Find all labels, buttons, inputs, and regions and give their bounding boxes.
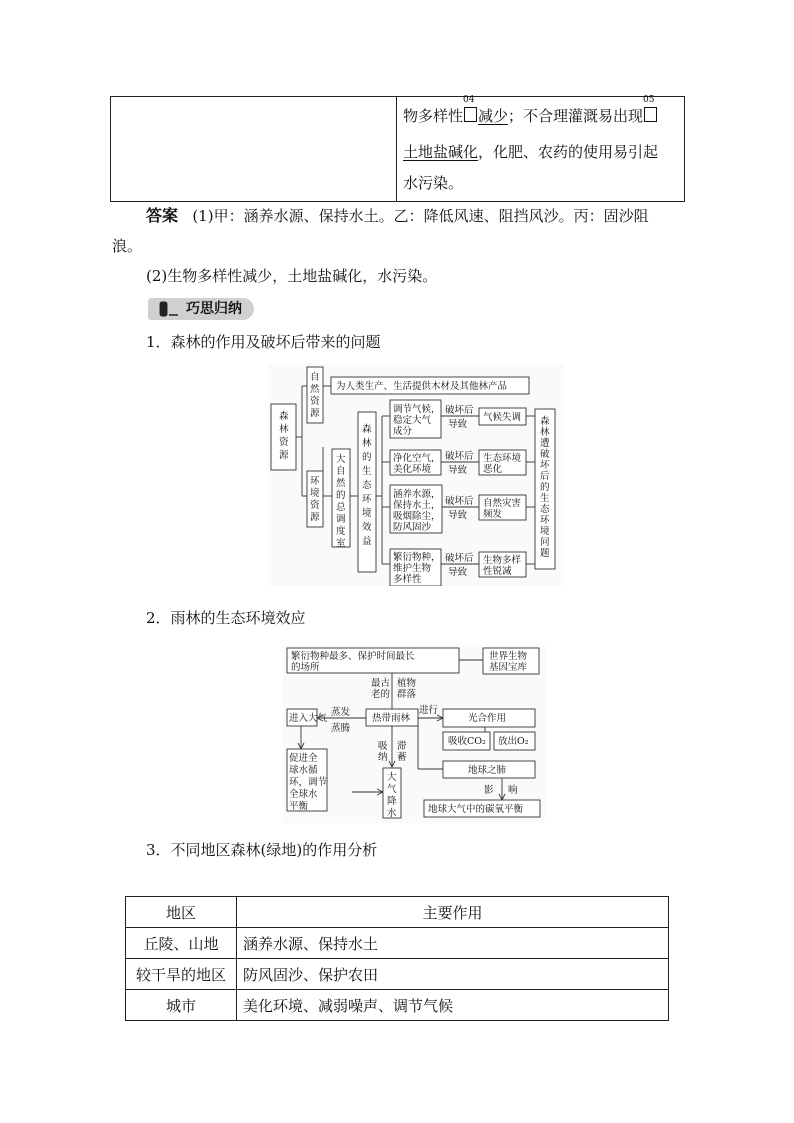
blank-box-5 xyxy=(643,95,657,122)
enter-atmosphere: 进入大气 xyxy=(289,713,328,724)
oldest-label: 老的 xyxy=(371,689,391,700)
earth-lung-box: 地球之肺 xyxy=(468,765,507,776)
answer-fill: 减少 xyxy=(478,107,509,125)
release-o2-box: 放出O₂ xyxy=(498,736,529,747)
badge-label: 巧思归纳 xyxy=(186,301,242,317)
destroy-label: 破坏后 xyxy=(445,405,474,416)
table-line-1 xyxy=(403,95,658,126)
header-region: 地区 xyxy=(126,897,237,928)
forest-function-diagram xyxy=(268,364,564,586)
leads-to-label: 导致 xyxy=(448,465,468,476)
absorb-co2-box: 吸收CO₂ xyxy=(448,736,486,747)
benefit-air: 净化空气， 美化环境 xyxy=(393,453,441,475)
result-disaster: 自然灾害 频发 xyxy=(483,498,522,520)
result-climate: 气候失调 xyxy=(483,412,522,423)
pen-icon xyxy=(154,298,184,320)
answer-line-2: (2)生物多样性减少，土地盐碱化，水污染。 xyxy=(146,267,438,285)
rainforest-box: 热带雨林 xyxy=(372,713,411,724)
section-2-title: 2．雨林的生态环境效应 xyxy=(146,609,306,627)
absorb-label: 吸 xyxy=(378,741,388,752)
table-row xyxy=(126,990,669,1021)
section-1-title: 1．森林的作用及破坏后带来的问题 xyxy=(146,333,381,351)
top-box-line1: 繁衍物种最多、保护时间最长 xyxy=(291,651,415,662)
gene-bank-line1: 世界生物 xyxy=(489,651,528,662)
photosynthesis-box: 光合作用 xyxy=(468,713,507,724)
answer-fill: 土地盐碱化 xyxy=(403,143,479,161)
summary-badge xyxy=(148,298,254,320)
blank-number: 05 xyxy=(643,95,655,105)
text-segment: 物多样性 xyxy=(403,107,464,125)
gene-bank-line2: 基因宝库 xyxy=(489,662,528,673)
forest-resource-label: 森 林 资 源 xyxy=(279,411,289,461)
result-env: 生态环境 恶化 xyxy=(483,453,522,475)
oldest-label: 最古 xyxy=(371,678,391,689)
promote-water-cycle-box: 促进全 球水循 环，调节 全球水 平衡 xyxy=(289,753,328,812)
leads-to-label: 导致 xyxy=(448,419,468,430)
leads-to-label: 导致 xyxy=(448,567,468,578)
product-box-label: 为人类生产、生活提供木材及其他林产品 xyxy=(336,381,508,392)
answer-line-1 xyxy=(146,206,649,226)
answer-line-1-cont: 浪。 xyxy=(112,237,143,255)
table-line-3: 水污染。 xyxy=(403,174,464,192)
proceed-label: 进行 xyxy=(419,705,439,716)
benefit-water: 涵养水源， 保持水土， 吸烟除尘， 防风固沙 xyxy=(393,489,441,533)
cell-region: 较干旱的地区 xyxy=(126,959,237,990)
destroy-label: 破坏后 xyxy=(445,451,474,462)
transpiration-label: 蒸腾 xyxy=(331,723,351,734)
text-segment: ；不合理灌溉易出现 xyxy=(508,107,644,125)
cell-function: 防风固沙、保护农田 xyxy=(237,959,669,990)
result-biodiversity: 生物多样 性锐减 xyxy=(483,555,522,577)
leads-to-label: 导致 xyxy=(448,510,468,521)
forest-function-table xyxy=(125,896,669,1021)
rainforest-effect-diagram xyxy=(283,645,545,823)
env-resource-label: 环 境 资 源 xyxy=(310,476,320,523)
blank-box-4 xyxy=(463,95,477,122)
plant-group-label: 群落 xyxy=(397,689,417,700)
nature-control-room-label: 大 自 然 的 总 调 度 室 xyxy=(336,454,346,549)
benefit-climate: 调节气候， 稳定大气 成分 xyxy=(393,404,441,437)
absorb-label: 纳 xyxy=(378,752,388,763)
header-function: 主要作用 xyxy=(237,897,669,928)
destroy-label: 破坏后 xyxy=(445,496,474,507)
precipitation-box: 大 气 降 水 xyxy=(387,772,397,819)
cell-function: 美化环境、减弱噪声、调节气候 xyxy=(237,990,669,1021)
benefit-species: 繁衍物种， 维护生物 多样性 xyxy=(393,552,441,585)
destroy-label: 破坏后 xyxy=(445,553,474,564)
section-3-title: 3．不同地区森林(绿地)的作用分析 xyxy=(146,841,378,859)
table-row xyxy=(126,959,669,990)
eco-benefit-label: 森 林 的 生 态 环 境 效 益 xyxy=(362,424,372,547)
carbon-balance-box: 地球大气中的碳氧平衡 xyxy=(428,804,524,815)
cell-function: 涵养水源、保持水土 xyxy=(237,928,669,959)
env-problem-label: 森 林 遭 破 坏 后 的 生 态 环 境 问 题 xyxy=(540,416,550,559)
cell-region: 城市 xyxy=(126,990,237,1021)
answer-label: 答案 xyxy=(146,206,179,225)
blank-number: 04 xyxy=(463,95,475,105)
retain-label: 滞 xyxy=(397,741,407,752)
top-box-line2: 的场所 xyxy=(291,662,320,673)
table-line-2 xyxy=(403,142,658,162)
table-row xyxy=(126,928,669,959)
influence-label: 影 xyxy=(484,785,494,796)
table-header-row xyxy=(126,897,669,928)
influence-label: 响 xyxy=(508,785,518,796)
cell-region: 丘陵、山地 xyxy=(126,928,237,959)
retain-label: 蓄 xyxy=(397,752,407,763)
plant-group-label: 植物 xyxy=(397,678,417,689)
answer-text: (1)甲：涵养水源、保持水土。乙：降低风速、阻挡风沙。丙：固沙阻 xyxy=(192,207,649,225)
answer-table xyxy=(110,96,685,202)
text-segment: ，化肥、农药的使用易引起 xyxy=(478,143,659,161)
natural-resource-label: 自 然 资 源 xyxy=(310,372,320,419)
evaporation-label: 蒸发 xyxy=(331,707,351,718)
table-divider xyxy=(396,97,397,201)
